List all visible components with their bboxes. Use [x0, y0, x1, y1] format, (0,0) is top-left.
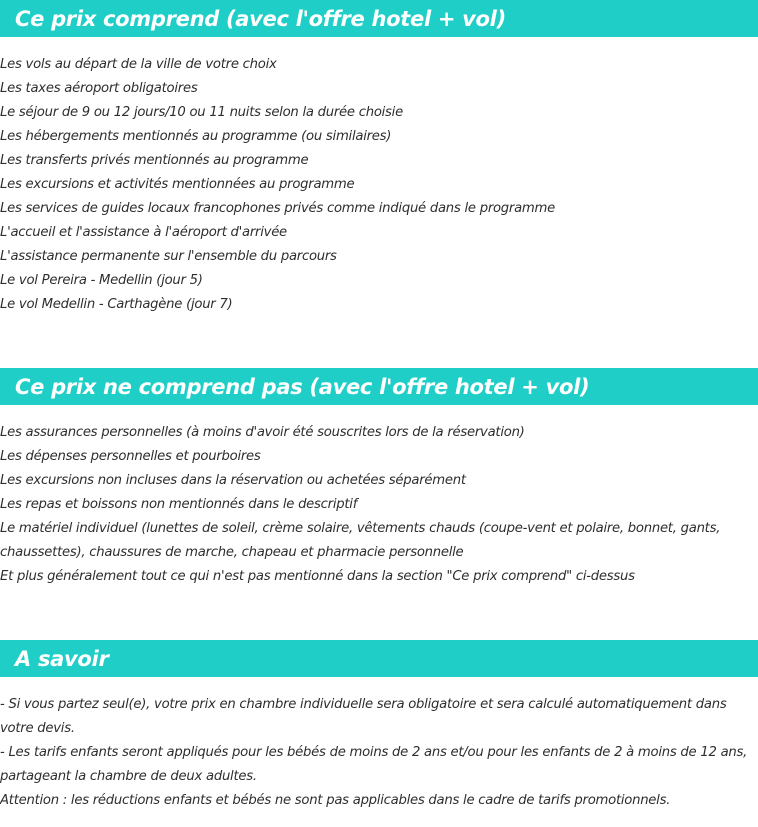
- includes-list: [0, 53, 758, 317]
- list-item: Les excursions et activités mentionnées au programme: [0, 177, 355, 192]
- list-item: Les services de guides locaux francophones privés comme indiqué dans le programme: [0, 201, 555, 216]
- list-item: Le matériel individuel (lunettes de soleil, crème solaire, vêtements chauds (coupe-vent et polaire, bonnet, gants, chaussettes), chaussures de marche, chapeau et pharmacie personnelle: [0, 521, 721, 560]
- info-header: [0, 640, 758, 677]
- excludes-title: Ce prix ne comprend pas (avec l'offre hotel + vol): [15, 374, 590, 399]
- info-section: [0, 640, 758, 813]
- includes-section: [0, 0, 758, 317]
- list-item: Attention : les réductions enfants et bébés ne sont pas applicables dans le cadre de tarifs promotionnels.: [0, 793, 671, 808]
- list-item: Les dépenses personnelles et pourboires: [0, 449, 261, 464]
- list-item: Les vols au départ de la ville de votre choix: [0, 57, 277, 72]
- list-item: L'accueil et l'assistance à l'aéroport d'arrivée: [0, 225, 287, 240]
- list-item: Les taxes aéroport obligatoires: [0, 81, 198, 96]
- excludes-header: [0, 368, 758, 405]
- list-item: Le vol Medellin - Carthagène (jour 7): [0, 297, 233, 312]
- excludes-section: [0, 368, 758, 589]
- excludes-list: [0, 421, 758, 589]
- list-item: Le séjour de 9 ou 12 jours/10 ou 11 nuits selon la durée choisie: [0, 105, 403, 120]
- list-item: Les assurances personnelles (à moins d'avoir été souscrites lors de la réservation): [0, 425, 525, 440]
- list-item: - Les tarifs enfants seront appliqués pour les bébés de moins de 2 ans et/ou pour les enfants de 2 à moins de 12 ans, partageant la chambre de deux adultes.: [0, 745, 748, 784]
- includes-header: [0, 0, 758, 37]
- list-item: Les excursions non incluses dans la réservation ou achetées séparément: [0, 473, 466, 488]
- info-list: [0, 693, 758, 813]
- list-item: Les repas et boissons non mentionnés dans le descriptif: [0, 497, 358, 512]
- list-item: L'assistance permanente sur l'ensemble du parcours: [0, 249, 337, 264]
- list-item: - Si vous partez seul(e), votre prix en chambre individuelle sera obligatoire et sera calculé automatiquement dans votre devis.: [0, 697, 727, 736]
- list-item: Et plus généralement tout ce qui n'est pas mentionné dans la section "Ce prix comprend" ci-dessus: [0, 569, 635, 584]
- list-item: Le vol Pereira - Medellin (jour 5): [0, 273, 203, 288]
- list-item: Les transferts privés mentionnés au programme: [0, 153, 309, 168]
- list-item: Les hébergements mentionnés au programme (ou similaires): [0, 129, 392, 144]
- info-title: A savoir: [15, 646, 109, 671]
- includes-title: Ce prix comprend (avec l'offre hotel + vol): [15, 6, 506, 31]
